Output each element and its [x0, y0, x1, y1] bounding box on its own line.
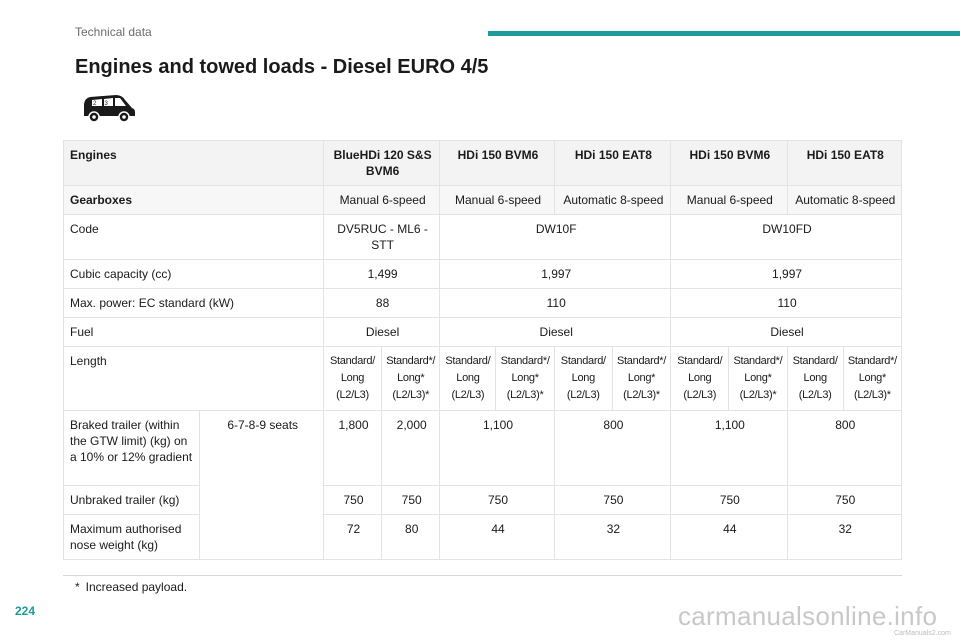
nose-weight-value: 80: [382, 515, 440, 560]
nose-weight-value: 72: [323, 515, 381, 560]
braked-value: 800: [554, 411, 670, 486]
engines-towed-loads-table: [63, 140, 902, 560]
section-header: Technical data: [75, 25, 152, 39]
nose-weight-row: [64, 515, 902, 560]
braked-value: 1,800: [323, 411, 381, 486]
length-standard-cell: Standard/ Long (L2/L3): [323, 347, 381, 411]
nose-weight-value: 44: [671, 515, 787, 560]
page-number: 224: [15, 604, 36, 618]
engine-cell: HDi 150 BVM6: [440, 141, 554, 186]
length-increased-cell: Standard*/ Long* (L2/L3)*: [729, 347, 787, 411]
unbraked-value: 750: [787, 486, 901, 515]
fuel-cell: Diesel: [671, 318, 902, 347]
max-power-label: Max. power: EC standard (kW): [64, 289, 324, 318]
svg-text:2: 2: [93, 101, 97, 107]
fuel-cell: Diesel: [323, 318, 439, 347]
nose-weight-value: 44: [440, 515, 554, 560]
engines-label: Engines: [64, 141, 324, 186]
unbraked-trailer-row: [64, 486, 902, 515]
svg-text:3: 3: [104, 101, 108, 107]
gearbox-cell: Manual 6-speed: [440, 186, 554, 215]
braked-value: 1,100: [671, 411, 787, 486]
footnote: [75, 580, 187, 594]
watermark: carmanualsonline.info: [678, 601, 938, 631]
cubic-capacity-cell: 1,997: [440, 260, 671, 289]
unbraked-value: 750: [671, 486, 787, 515]
section-accent-bar: [488, 31, 960, 36]
unbraked-value: 750: [440, 486, 554, 515]
code-cell: DW10FD: [671, 215, 902, 260]
van-9-seats-icon: [80, 92, 136, 129]
footnote-text: Increased payload.: [85, 580, 188, 594]
length-standard-cell: Standard/ Long (L2/L3): [671, 347, 729, 411]
max-power-cell: 110: [671, 289, 902, 318]
unbraked-value: 750: [382, 486, 440, 515]
max-power-cell: 110: [440, 289, 671, 318]
gearbox-cell: Automatic 8-speed: [554, 186, 670, 215]
engine-cell: BlueHDi 120 S&S BVM6: [323, 141, 439, 186]
cubic-capacity-cell: 1,997: [671, 260, 902, 289]
nose-weight-value: 32: [554, 515, 670, 560]
page-title: Engines and towed loads - Diesel EURO 4/5: [75, 56, 489, 78]
length-increased-cell: Standard*/ Long* (L2/L3)*: [496, 347, 554, 411]
braked-value: 800: [787, 411, 901, 486]
footnote-star: *: [75, 580, 80, 594]
code-label: Code: [64, 215, 324, 260]
fuel-row: [64, 318, 902, 347]
length-increased-cell: Standard*/ Long* (L2/L3)*: [612, 347, 670, 411]
braked-value: 2,000: [382, 411, 440, 486]
braked-trailer-row: [64, 411, 902, 486]
footnote-divider: [63, 575, 902, 576]
length-standard-cell: Standard/ Long (L2/L3): [554, 347, 612, 411]
code-row: [64, 215, 902, 260]
gearbox-cell: Manual 6-speed: [671, 186, 787, 215]
code-cell: DW10F: [440, 215, 671, 260]
length-standard-cell: Standard/ Long (L2/L3): [787, 347, 843, 411]
unbraked-trailer-label: Unbraked trailer (kg): [64, 486, 200, 515]
fuel-label: Fuel: [64, 318, 324, 347]
engine-cell: HDi 150 BVM6: [671, 141, 787, 186]
engines-row: [64, 141, 902, 186]
seats-cell: 6-7-8-9 seats: [200, 411, 323, 560]
cubic-capacity-row: [64, 260, 902, 289]
length-label: Length: [64, 347, 324, 411]
gearboxes-label: Gearboxes: [64, 186, 324, 215]
engine-cell: HDi 150 EAT8: [787, 141, 901, 186]
cubic-capacity-label: Cubic capacity (cc): [64, 260, 324, 289]
length-increased-cell: Standard*/ Long* (L2/L3)*: [843, 347, 901, 411]
fuel-cell: Diesel: [440, 318, 671, 347]
braked-value: 1,100: [440, 411, 554, 486]
gearboxes-row: [64, 186, 902, 215]
braked-trailer-label: Braked trailer (within the GTW limit) (kg) on a 10% or 12% gradient: [64, 411, 200, 486]
length-increased-cell: Standard*/ Long* (L2/L3)*: [382, 347, 440, 411]
watermark-small: CarManuals2.com: [894, 630, 951, 637]
unbraked-value: 750: [554, 486, 670, 515]
cubic-capacity-cell: 1,499: [323, 260, 439, 289]
gearbox-cell: Manual 6-speed: [323, 186, 439, 215]
nose-weight-value: 32: [787, 515, 901, 560]
length-standard-cell: Standard/ Long (L2/L3): [440, 347, 496, 411]
max-power-cell: 88: [323, 289, 439, 318]
length-row: [64, 347, 902, 411]
code-cell: DV5RUC - ML6 - STT: [323, 215, 439, 260]
engine-cell: HDi 150 EAT8: [554, 141, 670, 186]
gearbox-cell: Automatic 8-speed: [787, 186, 901, 215]
max-power-row: [64, 289, 902, 318]
unbraked-value: 750: [323, 486, 381, 515]
nose-weight-label: Maximum authorised nose weight (kg): [64, 515, 200, 560]
